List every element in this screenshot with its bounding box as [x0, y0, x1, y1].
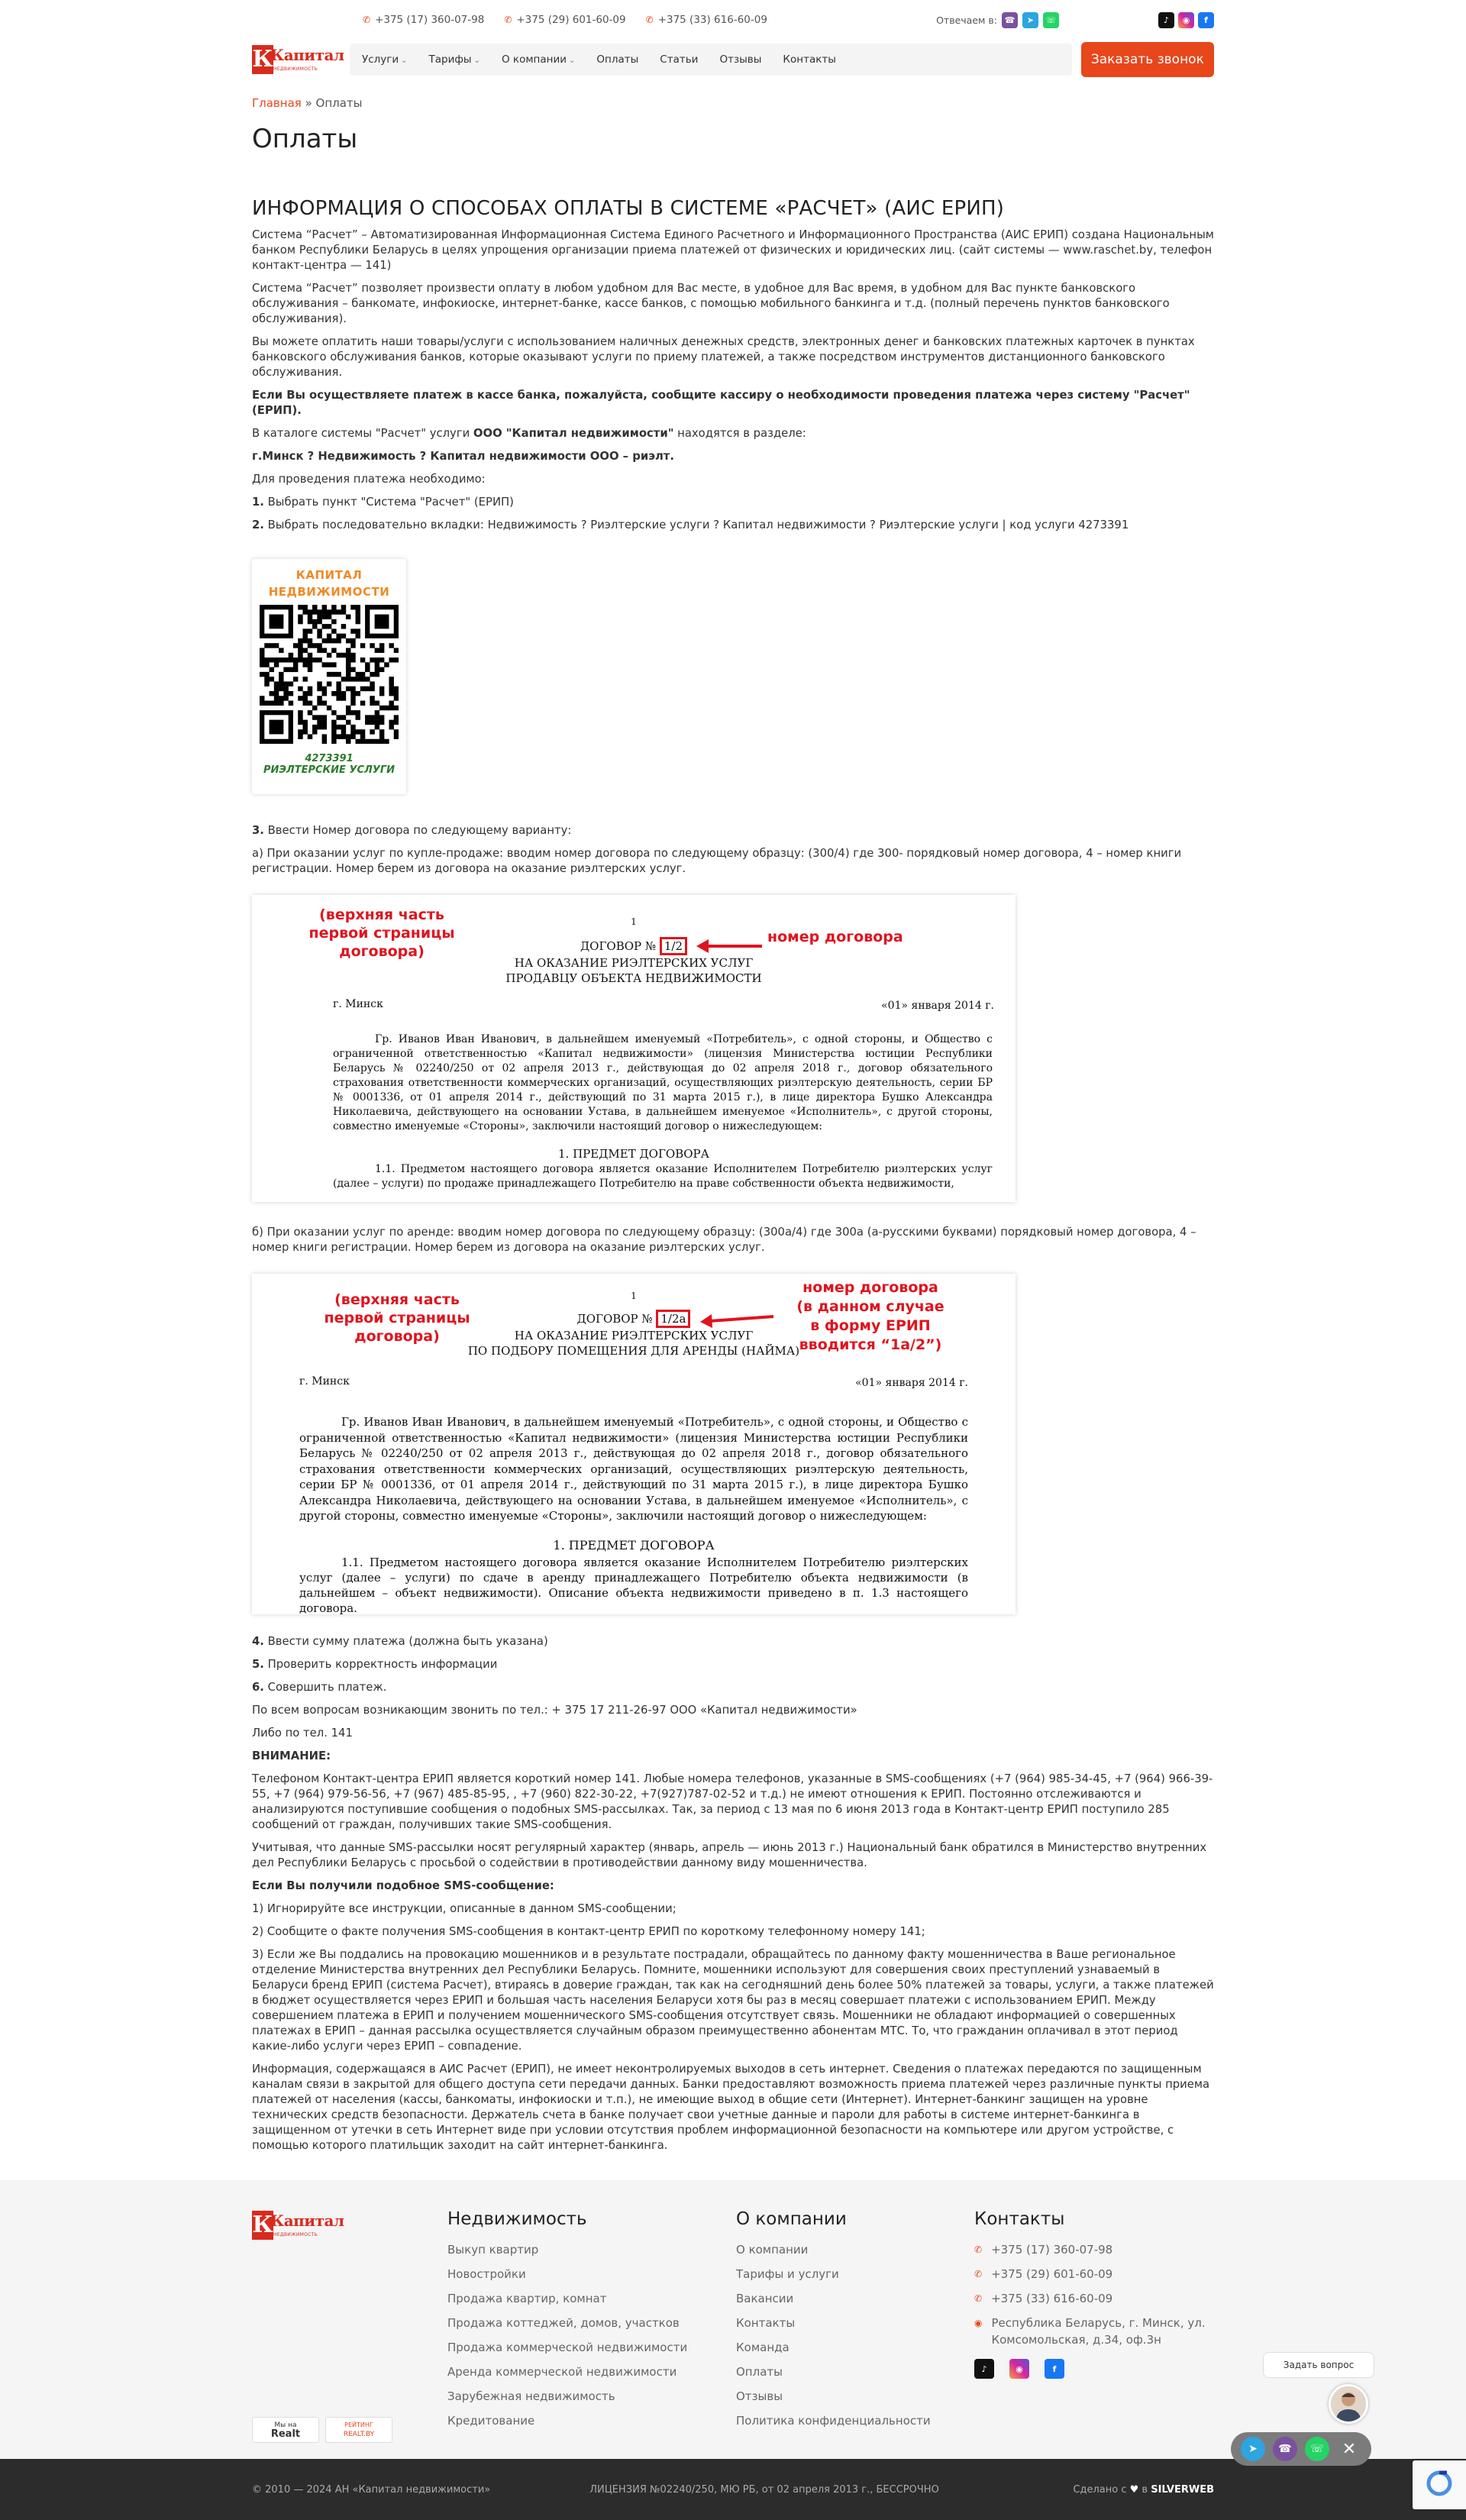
viber-icon[interactable]: ☎	[1002, 12, 1018, 28]
close-icon[interactable]: ✕	[1342, 2439, 1357, 2459]
footer-link[interactable]: Кредитование	[447, 2414, 535, 2428]
qr-card	[252, 559, 406, 794]
messenger-fab	[1231, 2432, 1371, 2466]
logo-mark: К Капитал НЕДВИЖИМОСТЬ	[252, 46, 344, 73]
studio-link[interactable]: SILVERWEB	[1151, 2483, 1214, 2496]
qr-service-code: 4273391	[305, 753, 354, 764]
doc-title: ДОГОВОР № 1/2а	[252, 1312, 1016, 1326]
breadcrumb-home[interactable]: Главная	[252, 96, 302, 110]
facebook-icon[interactable]: f	[1045, 2359, 1064, 2379]
phone-icon: ✆	[645, 15, 654, 25]
step-2: 2. Выбрать последовательно вкладки: Недвижимость ? Риэлтерские услуги ? Капитал недвижимости ? Риэлтерские услуги | код услуги 4273391	[252, 519, 1129, 531]
top-phone-2[interactable]: ✆ +375 (29) 601-60-09	[504, 14, 626, 26]
footer	[0, 2180, 1466, 2459]
phone-icon: ✆	[974, 2293, 983, 2304]
tiktok-icon[interactable]: ♪	[1158, 12, 1174, 28]
step-3b: б) При оказании услуг по аренде: вводим номер договора по следующему образцу: (300а/4) где 300а (а-русскими буквами) порядковый номер договора, 4 – номер книги регистрации. Номер берем из договора на оказание риэлтерских услуг.	[252, 1226, 1196, 1254]
top-phone-3[interactable]: ✆ +375 (33) 616-60-09	[645, 14, 767, 26]
logo-mark: К Капитал НЕДВИЖИМОСТЬ	[252, 2211, 344, 2238]
order-call-button[interactable]: Заказать звонок	[1081, 42, 1214, 77]
answer-label: Отвечаем в:	[936, 14, 997, 26]
nav-item-tariffs[interactable]: Тарифы ⌄	[428, 53, 480, 66]
steps-intro: Для проведения платежа необходимо:	[252, 473, 486, 486]
warning-paragraph: Телефоном Контакт-центра ЕРИП является короткий номер 141. Любые номера телефонов, указанные в SMS-сообщениях (+7 (964) 985-34-45, +7 (964) 966-39-55, +7 (964) 979-56-56, +7 (967) 485-85-95, , +7 (960) 822-30-22, +7(927)787-02-52 и т.д.) не имеют отношения к ЕРИП. Постоянно отслеживаются и анализируются поступившие сообщения о подобных SMS-рассылках. Так, за период с 13 мая по 6 июня 2013 года в Контакт-центр ЕРИП поступило 285 сообщений от граждан, получивших такие SMS-сообщения.	[252, 1772, 1213, 1831]
footer-phone[interactable]: ✆ +375 (17) 360-07-98	[974, 2241, 1214, 2266]
section-title: ИНФОРМАЦИЯ О СПОСОБАХ ОПЛАТЫ В СИСТЕМЕ «РАСЧЕТ» (АИС ЕРИП)	[252, 197, 1005, 220]
footer-link[interactable]: Зарубежная недвижимость	[447, 2389, 615, 2403]
nav-item-about[interactable]: О компании ⌄	[502, 53, 576, 66]
arrow-icon	[695, 935, 764, 958]
tiktok-icon[interactable]: ♪	[974, 2359, 994, 2379]
footer-link[interactable]: Контакты	[736, 2316, 796, 2330]
phone-icon: ✆	[974, 2244, 983, 2255]
nav-item-reviews[interactable]: Отзывы	[719, 53, 762, 66]
ask-question-tooltip[interactable]: Задать вопрос	[1263, 2352, 1374, 2378]
whatsapp-icon[interactable]: ☏	[1305, 2437, 1329, 2461]
footer-link[interactable]: Продажа коттеджей, домов, участков	[447, 2316, 680, 2330]
nav-menu	[350, 44, 1072, 76]
top-phone-1[interactable]: ✆ +375 (17) 360-07-98	[363, 14, 485, 26]
or-phone-line: Либо по тел. 141	[252, 1727, 353, 1740]
facebook-icon[interactable]: f	[1198, 12, 1214, 28]
nav-item-articles[interactable]: Статьи	[660, 53, 699, 66]
footer-socials	[974, 2359, 1214, 2379]
if-received-heading: Если Вы получили подобное SMS-сообщение:	[252, 1879, 554, 1892]
copyright: © 2010 — 2024 АН «Капитал недвижимости»	[252, 2483, 491, 2496]
step-4: 4. Ввести сумму платежа (должна быть указана)	[252, 1635, 548, 1648]
heart-icon: ♥	[1129, 2483, 1139, 2496]
rule-1: 1) Игнорируйте все инструкции, описанные в данном SMS-сообщении;	[252, 1902, 676, 1915]
footer-link[interactable]: Новостройки	[447, 2267, 526, 2281]
footer-link[interactable]: Продажа коммерческой недвижимости	[447, 2341, 688, 2354]
logo[interactable]	[252, 44, 344, 76]
instagram-icon[interactable]: ◉	[1178, 12, 1194, 28]
catalog-path: г.Минск ? Недвижимость ? Капитал недвижимости ООО – риэлт.	[252, 450, 674, 463]
telegram-icon[interactable]: ➤	[1241, 2437, 1265, 2461]
breadcrumb-current: Оплаты	[315, 96, 363, 110]
recaptcha-badge[interactable]	[1413, 2460, 1466, 2509]
nav-item-contacts[interactable]: Контакты	[783, 53, 836, 66]
warning-paragraph: Учитывая, что данные SMS-рассылки носят регулярный характер (январь, апрель — июнь 2013 г.) Национальный банк обратился в Министерство внутренних дел Республики Беларусь с просьбой о содействии в противодействии данному виду мошенничества.	[252, 1841, 1207, 1869]
page-title: Оплаты	[252, 124, 358, 154]
doc-annotation-right: номер договора (в данном случае в форму ЕРИП вводится “1а/2”)	[796, 1279, 945, 1353]
contract-sample-sale: (верхняя часть первой страницы договора) 1 ДОГОВОР № 1/2 номер договора НА ОКАЗАНИЕ РИЭЛТЕРСКИХ УСЛУГ ПРОДАВЦУ ОБЪЕКТА НЕДВИЖИМОСТИ г. Минск «01» января 2014 г. Гр. Иванов Иван Иванович, в дальнейшем именуемый «Потребитель», с одной стороны, и Общество с ограниченной ответственностью «Капитал недвижимости» (лицензия Министерства юстиции Республики Беларусь № 02240/250 от 02 апреля 2013 г., действующая до 02 апреля 2018 г., договор обязательного страхования ответственности коммерческих организаций, осуществляющих риэлтерскую деятельность, серии БР № 0001336, от 01 апреля 2014 г., действующий по 31 марта 2015 г.), в лице директора Бушко Александра Николаевича, действующего на основании Устава, в дальнейшем именуемое «Исполнитель», с другой стороны, совместно именуемые «Стороны», заключили настоящий договор о нижеследующем: 1. ПРЕДМЕТ ДОГОВОРА 1.1. Предметом настоящего договора является оказание Исполнителем Потребителю риэлтерских услуг (далее – услуги) по продаже принадлежащего Потребителю на праве собственности объекта недвижимости,	[252, 895, 1016, 1202]
step-3: 3. Ввести Номер договора по следующему варианту:	[252, 824, 572, 837]
doc-annotation-right: номер договора	[767, 929, 903, 945]
footer-link[interactable]: Оплаты	[736, 2365, 783, 2379]
footer-link[interactable]: Политика конфиденциальности	[736, 2414, 931, 2428]
phone-icon: ✆	[974, 2269, 983, 2279]
contract-sample-rent: (верхняя часть первой страницы договора) 1 ДОГОВОР № 1/2а номер договора (в данном случае в форму ЕРИП вводится “1а/2”) НА ОКАЗАНИЕ РИЭЛТЕРСКИХ УСЛУГ ПО ПОДБОРУ ПОМЕЩЕНИЯ ДЛЯ АРЕНДЫ (НАЙМА) г. Минск «01» января 2014 г. Гр. Иванов Иван Иванович, в дальнейшем именуемый «Потребитель», с одной стороны, и Общество с ограниченной ответственностью «Капитал недвижимости» (лицензия Министерства юстиции Республики Беларусь № 02240/250 от 02 апреля 2013 г., действующая до 02 апреля 2018 г., договор обязательного страхования ответственности коммерческих организаций, осуществляющих риэлтерскую деятельность, серии БР № 0001336, от 01 апреля 2014 г., действующий по 31 марта 2015 г.), в лице директора Бушко Александра Николаевича, действующего на основании Устава, в дальнейшем именуемое «Исполнитель», с другой стороны, совместно именуемые «Стороны», заключили настоящий договор о нижеследующем: 1. ПРЕДМЕТ ДОГОВОРА 1.1. Предметом настоящего договора является оказание Исполнителем Потребителю риэлтерских услуг (далее – услуги) по сдаче в аренду принадлежащего Потребителю объекта недвижимости (в дальнейшем – объект недвижимости). Описание объекта недвижимости приведено в п. 1.3 настоящего договора.	[252, 1274, 1016, 1614]
footer-link[interactable]: О компании	[736, 2243, 809, 2257]
questions-line: По всем вопросам возникающим звонить по тел.: + 375 17 211-26-97 ООО «Капитал недвижимости»	[252, 1704, 857, 1717]
breadcrumb: Главная » Оплаты	[252, 96, 363, 110]
footer-link[interactable]: Аренда коммерческой недвижимости	[447, 2365, 677, 2379]
top-phones	[363, 14, 767, 26]
contract-number-box: 1/2	[660, 937, 687, 955]
catalog-line: В каталоге системы "Расчет" услуги ООО "Капитал недвижимости" находятся в разделе:	[252, 427, 806, 440]
map-pin-icon: ◉	[974, 2318, 983, 2328]
step-6: 6. Совершить платеж.	[252, 1681, 387, 1694]
realt-badge[interactable]: Мы на Realt	[252, 2417, 319, 2443]
qr-code-icon	[260, 605, 399, 747]
main-nav	[252, 40, 1214, 79]
footer-link[interactable]: Команда	[736, 2341, 790, 2354]
phone-icon: ✆	[363, 15, 371, 25]
footer-phone[interactable]: ✆ +375 (29) 601-60-09	[974, 2266, 1214, 2290]
footer-address: ◉ Республика Беларусь, г. Минск, ул. Комсомольская, д.34, оф.3н	[974, 2315, 1214, 2356]
qr-caption: РИЭЛТЕРСКИЕ УСЛУГИ	[263, 764, 396, 776]
step-5: 5. Проверить корректность информации	[252, 1658, 498, 1671]
footer-link[interactable]: Выкуп квартир	[447, 2243, 539, 2257]
intro-paragraph: Вы можете оплатить наши товары/услуги с использованием наличных денежных средств, электронных денег и банковских платежных карточек в пунктах банковского обслуживания банков, которые оказывают услуги по приему платежей, а также посредством инструментов дистанционного банковского обслуживания.	[252, 335, 1195, 379]
intro-paragraph: Система “Расчет” – Автоматизированная Информационная Система Единого Расчетного и Информационного Пространства (АИС ЕРИП) создана Национальным банком Республики Беларусь в целях упрощения организации приема платежей от физических и юридических лиц. (сайт системы — www.raschet.by, телефон контакт-центра — 141)	[252, 228, 1214, 272]
arrow-icon	[699, 1307, 775, 1330]
footer-link[interactable]: Продажа квартир, комнат	[447, 2292, 607, 2305]
rule-2: 2) Сообщите о факте получения SMS-сообщения в контакт-центр ЕРИП по короткому телефонному номеру 141;	[252, 1925, 925, 1938]
social-links	[1158, 12, 1214, 28]
footer-link[interactable]: Отзывы	[736, 2389, 783, 2403]
step-1: 1. Выбрать пункт "Система "Расчет" (ЕРИП)	[252, 496, 514, 509]
doc-annotation-left: (верхняя часть первой страницы договора)	[324, 1291, 470, 1345]
avatar[interactable]	[1329, 2384, 1368, 2424]
whatsapp-icon[interactable]: ☏	[1043, 12, 1059, 28]
viber-icon[interactable]: ☎	[1273, 2437, 1297, 2461]
chevron-down-icon: ⌄	[473, 57, 480, 65]
footer-col-realty: Недвижимость Выкуп квартир Новостройки Продажа квартир, комнат Продажа коттеджей, домов, участков Продажа коммерческой недвижимости Аренда коммерческой недвижимости Зарубежная недвижимость Кредитование	[447, 2209, 722, 2437]
footer-logo[interactable]	[252, 2209, 344, 2241]
doc-title: ДОГОВОР № 1/2	[252, 939, 1016, 953]
telegram-icon[interactable]: ➤	[1022, 12, 1038, 28]
contract-number-box: 1/2а	[656, 1310, 690, 1328]
bottom-bar	[0, 2459, 1466, 2520]
footer-col-company: О компании О компании Тарифы и услуги Вакансии Контакты Команда Оплаты Отзывы Политика конфиденциальности	[736, 2209, 965, 2437]
license: ЛИЦЕНЗИЯ №02240/250, МЮ РБ, от 02 апреля 2013 г., БЕССРОЧНО	[589, 2483, 939, 2496]
intro-paragraph: Система “Расчет” позволяет произвести оплату в любом удобном для Вас месте, в удобное для Вас время, в удобном для Вас пункте банковского обслуживания – банкомате, инфокиоске, интернет-банке, кассе банков, с помощью мобильного банкинга и т.д. (полный перечень пунктов банковского обслуживания).	[252, 282, 1170, 325]
attention-heading: ВНИМАНИЕ:	[252, 1749, 331, 1762]
phone-icon: ✆	[504, 15, 512, 25]
footer-phone[interactable]: ✆ +375 (33) 616-60-09	[974, 2290, 1214, 2315]
nav-item-payments[interactable]: Оплаты	[596, 53, 639, 66]
chevron-down-icon: ⌄	[401, 57, 408, 65]
doc-annotation-left: (верхняя часть первой страницы договора)	[308, 906, 455, 960]
final-paragraph: Информация, содержащаяся в АИС Расчет (ЕРИП), не имеет неконтролируемых выходов в сеть интернет. Сведения о платежах передаются по защищенным каналам связи в закрытой для общего доступа сети передачи данных. Банки предоставляют возможность приема платежей через различные пункты приема платежей от населения (кассы, банкоматы, инфокиоски и т.п.), не имеющие выход в общие сети (Интернет). Интернет-банкинг защищен на уровне технических средств безопасности. Держатель счета в банке получает свои учетные данные и пароли для работы в системе интернет-банкинга в защищенном от утечки в сеть Интернет виде при условии отсутствия проблем информационной безопасности на компьютере или другом устройстве, с помощью которого платильщик заходит на сайт интернет-банкинга.	[252, 2063, 1210, 2152]
instagram-icon[interactable]: ◉	[1009, 2359, 1029, 2379]
rule-3: 3) Если же Вы поддались на провокацию мошенников и в результате пострадали, обращайтесь по данному факту мошенничества в Ваше региональное отделение Министерства внутренних дел Республики Беларусь. Помните, мошенники используют для совершения своих преступлений узнаваемый в Беларуси бренд ЕРИП (система Расчет), втираясь в доверие граждан, так как на сегодняшний день более 50% платежей за товары, услуги, а также платежей в бюджет осуществляется через ЕРИП и большая часть населения Беларуси хотя бы раз в месяц совершает платежи с использованием ЕРИП. Между совершением платежа в ЕРИП и получением мошеннического SMS-сообщения отсутствует связь. Мошенники не обладают информацией о совершенных платежах в ЕРИП – данная рассылка осуществляется случайным образом преимущественно абонентам МТС. То, что гражданин оплачивал в этот период какие-либо услуги через ЕРИП – совпадение.	[252, 1948, 1214, 2053]
article-content	[252, 228, 1214, 2153]
messengers	[936, 12, 1059, 28]
footer-link[interactable]: Вакансии	[736, 2292, 794, 2305]
footer-col-contacts: Контакты ✆ +375 (17) 360-07-98 ✆ +375 (29) 601-60-09 ✆ +375 (33) 616-60-09 ◉ Республика Беларусь, г. Минск, ул. Комсомольская, д.34, оф.3н ♪ ◉ f	[974, 2209, 1214, 2379]
realt-rating-badge[interactable]: РЕЙТИНГ REALT.BY	[325, 2417, 392, 2443]
nav-item-services[interactable]: Услуги ⌄	[362, 53, 408, 66]
made-by: Сделано с ♥ в SILVERWEB	[1073, 2483, 1214, 2496]
top-bar	[252, 0, 1214, 40]
footer-link[interactable]: Тарифы и услуги	[736, 2267, 839, 2281]
realt-badges	[252, 2417, 392, 2443]
step-3a: а) При оказании услуг по купле-продаже: вводим номер договора по следующему образцу: (300/4) где 300- порядковый номер договора, 4 – номер книги регистрации. Номер берем из договора на оказание риэлтерских услуг.	[252, 847, 1182, 875]
qr-title: КАПИТАЛ НЕДВИЖИМОСТИ	[268, 568, 390, 599]
bank-note: Если Вы осуществляете платеж в кассе банка, пожалуйста, сообщите кассиру о необходимости проведения платежа через систему "Расчет" (ЕРИП).	[252, 389, 1190, 417]
chevron-down-icon: ⌄	[569, 57, 576, 65]
